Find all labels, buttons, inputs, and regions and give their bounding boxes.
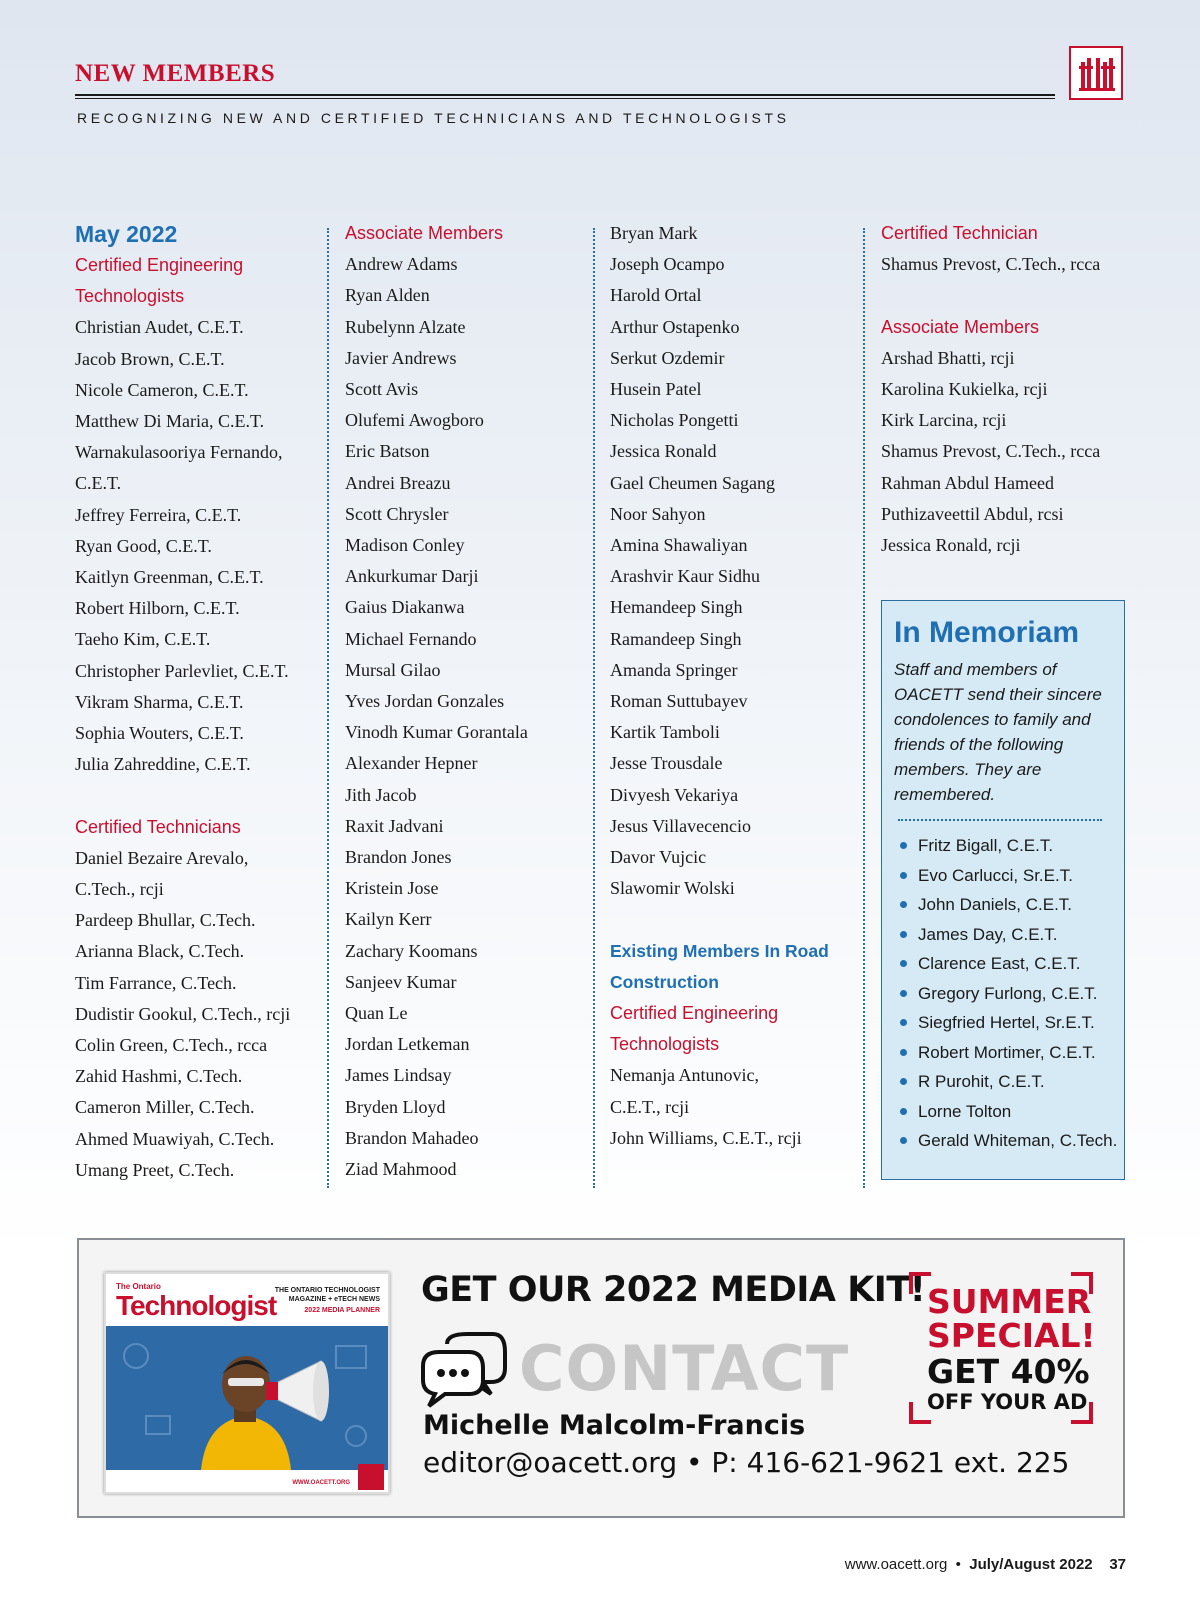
section-title: NEW MEMBERS <box>75 60 276 87</box>
member-name: Nicole Cameron, C.E.T. <box>75 379 249 400</box>
column-2 <box>345 218 585 1185</box>
page-number: 37 <box>1109 1556 1126 1573</box>
member-name: Ziad Mahmood <box>345 1159 457 1180</box>
media-planner-cover <box>104 1272 390 1494</box>
member-name: Cameron Miller, C.Tech. <box>75 1097 255 1118</box>
memoriam-item <box>900 1008 1112 1038</box>
member-name: Rubelynn Alzate <box>345 316 466 337</box>
cet-heading-line2: Technologists <box>75 286 185 307</box>
member-name: Jesse Trousdale <box>610 753 723 774</box>
member-name: Javier Andrews <box>345 347 457 368</box>
road-construction-heading: Existing Members In Road <box>610 940 829 961</box>
member-name: Jordan Letkeman <box>345 1034 470 1055</box>
memoriam-name: James Day, C.E.T. <box>918 924 1058 944</box>
member-name: Roman Suttubayev <box>610 691 748 712</box>
bullet-icon <box>900 1019 907 1026</box>
memoriam-list <box>894 831 1118 1156</box>
member-name: Ryan Alden <box>345 285 430 306</box>
cover-small-text: The Ontario <box>116 1282 161 1291</box>
contact-label: CONTACT <box>519 1332 850 1405</box>
member-name: Divyesh Vekariya <box>610 784 739 805</box>
member-name: John Williams, C.E.T., rcji <box>610 1127 802 1148</box>
column-divider <box>863 228 865 1188</box>
road-construction-heading-line2: Construction <box>610 971 719 992</box>
page-footer <box>845 1556 1126 1573</box>
memoriam-item <box>900 890 1112 920</box>
member-name: C.E.T., rcji <box>610 1096 690 1117</box>
member-name: Dudistir Gookul, C.Tech., rcji <box>75 1003 291 1024</box>
member-name: Ramandeep Singh <box>610 628 742 649</box>
member-name: Karolina Kukielka, rcji <box>881 379 1048 399</box>
member-name: Kailyn Kerr <box>345 909 432 930</box>
memoriam-item <box>900 979 1112 1009</box>
member-name: Ahmed Muawiyah, C.Tech. <box>75 1128 275 1149</box>
member-name: C.Tech., rcji <box>75 879 164 900</box>
member-name: Amanda Springer <box>610 659 738 680</box>
member-name: Jacob Brown, C.E.T. <box>75 348 225 369</box>
member-name: Brandon Jones <box>345 847 452 868</box>
member-name: Gael Cheumen Sagang <box>610 472 775 493</box>
member-name: Shamus Prevost, C.Tech., rcca <box>881 254 1101 275</box>
member-name: Davor Vujcic <box>610 847 707 868</box>
member-name: Scott Chrysler <box>345 503 449 524</box>
cet-list <box>75 312 325 780</box>
memoriam-item <box>900 1126 1118 1156</box>
member-name: Arshad Bhatti, rcji <box>881 347 1015 368</box>
member-name: Warnakulasooriya Fernando, <box>75 442 283 463</box>
bullet-icon <box>900 842 907 849</box>
member-name: Yves Jordan Gonzales <box>345 691 505 712</box>
member-name: Sophia Wouters, C.E.T. <box>75 723 244 744</box>
ct-list <box>75 843 325 1186</box>
month-heading: May 2022 <box>75 221 178 247</box>
member-name: Kristein Jose <box>345 878 439 899</box>
associate-list-continued <box>610 218 850 904</box>
in-memoriam-box <box>881 600 1125 1180</box>
associate-list <box>345 249 585 1185</box>
bullet-icon <box>900 872 907 879</box>
promo-summer: SUMMER <box>927 1282 1092 1321</box>
bullet-icon <box>900 1108 907 1115</box>
member-name: Vikram Sharma, C.E.T. <box>75 691 244 712</box>
cet-heading: Certified Engineering <box>75 255 244 275</box>
cet-heading-line2: Technologists <box>610 1034 720 1055</box>
member-name: Michael Fernando <box>345 628 477 649</box>
member-name: Kirk Larcina, rcji <box>881 410 1007 431</box>
member-name: Noor Sahyon <box>610 503 706 524</box>
member-name: Ankurkumar Darji <box>345 566 479 587</box>
member-name: Jessica Ronald <box>610 441 717 462</box>
road-cet-list <box>610 1060 850 1154</box>
memoriam-name: Siegfried Hertel, Sr.E.T. <box>918 1013 1095 1032</box>
cover-magazine-title: THE ONTARIO TECHNOLOGIST MAGAZINE + eTECH NEWS <box>274 1287 380 1303</box>
member-name: Zachary Koomans <box>345 940 478 961</box>
member-name: Andrew Adams <box>345 254 458 275</box>
bullet-icon <box>900 901 907 908</box>
member-name: Alexander Hepner <box>345 753 478 774</box>
memoriam-name: Lorne Tolton <box>918 1101 1012 1121</box>
member-name: Raxit Jadvani <box>345 815 444 836</box>
bullet-icon <box>900 960 907 967</box>
promo-special: SPECIAL! <box>927 1316 1096 1355</box>
member-name: Mursal Gilao <box>345 659 441 680</box>
member-name: Gaius Diakanwa <box>345 597 465 618</box>
bullet-icon <box>900 931 907 938</box>
cover-planner-label: 2022 MEDIA PLANNER <box>304 1307 380 1314</box>
media-kit-ad <box>77 1238 1125 1518</box>
member-name: Christian Audet, C.E.T. <box>75 317 244 338</box>
member-name: Daniel Bezaire Arevalo, <box>75 847 249 868</box>
cover-url: WWW.OACETT.ORG <box>292 1480 350 1486</box>
column-1 <box>75 218 325 1186</box>
member-name: Joseph Ocampo <box>610 254 725 275</box>
member-name: Quan Le <box>345 1003 408 1024</box>
member-name: Harold Ortal <box>610 285 702 306</box>
footer-url[interactable]: www.oacett.org <box>844 1556 948 1573</box>
promo-discount: GET 40% <box>927 1352 1090 1391</box>
memoriam-item <box>900 949 1112 979</box>
memoriam-item <box>900 861 1112 891</box>
column-3 <box>610 218 850 1154</box>
member-name: Tim Farrance, C.Tech. <box>75 972 237 993</box>
member-name: Hemandeep Singh <box>610 597 743 618</box>
cover-oacett-badge <box>358 1464 384 1490</box>
member-name: James Lindsay <box>345 1065 452 1086</box>
bullet-icon <box>900 1137 907 1144</box>
bullet-icon <box>900 1078 907 1085</box>
memoriam-name: Fritz Bigall, C.E.T. <box>918 836 1054 855</box>
member-name: Jesus Villavecencio <box>610 815 752 836</box>
memoriam-item <box>900 1038 1112 1068</box>
associate-heading: Associate Members <box>345 223 504 243</box>
member-name: Husein Patel <box>610 379 702 400</box>
member-name: Arianna Black, C.Tech. <box>75 941 245 962</box>
member-name: Serkut Ozdemir <box>610 347 725 368</box>
memoriam-name: R Purohit, C.E.T. <box>918 1072 1045 1091</box>
bullet-icon <box>900 990 907 997</box>
memoriam-item <box>900 1067 1112 1097</box>
memoriam-name: Evo Carlucci, Sr.E.T. <box>918 865 1073 885</box>
footer-issue: July/August 2022 <box>969 1556 1093 1573</box>
member-name: Kartik Tamboli <box>610 722 720 743</box>
memoriam-item <box>900 1097 1112 1127</box>
speech-bubbles-icon <box>417 1332 507 1408</box>
cover-brand: Technologist <box>116 1290 277 1321</box>
member-name: Andrei Breazu <box>345 472 451 493</box>
contact-details[interactable]: editor@oacett.org • P: 416-621-9621 ext. 225 <box>423 1446 1070 1479</box>
member-name: Bryan Mark <box>610 223 698 243</box>
member-name: Scott Avis <box>345 379 419 400</box>
contact-name: Michelle Malcolm-Francis <box>423 1410 806 1441</box>
memoriam-item <box>900 831 1112 861</box>
member-name: Jessica Ronald, rcji <box>881 535 1021 556</box>
memoriam-divider <box>898 819 1102 821</box>
summer-special-promo <box>909 1272 1096 1424</box>
promo-off-ad: OFF YOUR AD <box>927 1390 1088 1414</box>
member-name: Rahman Abdul Hameed <box>881 472 1054 493</box>
member-name: Ryan Good, C.E.T. <box>75 535 212 556</box>
member-name: Colin Green, C.Tech., rcca <box>75 1035 268 1056</box>
header-rule <box>75 94 1055 96</box>
memoriam-name: John Daniels, C.E.T. <box>918 895 1073 914</box>
cet-heading: Certified Engineering <box>610 1003 779 1024</box>
memoriam-name: Clarence East, C.E.T. <box>918 954 1081 973</box>
road-associate-list <box>881 343 1131 561</box>
memoriam-text: Staff and members of OACETT send their sincere condolences to family and friends of the following members. They are remembered. <box>894 660 1102 804</box>
member-name: Olufemi Awogboro <box>345 410 484 431</box>
section-subtitle: RECOGNIZING NEW AND CERTIFIED TECHNICIANS AND TECHNOLOGISTS <box>77 110 790 126</box>
member-name: C.E.T. <box>75 473 122 494</box>
column-4 <box>881 218 1131 561</box>
megaphone-person-illustration <box>106 1326 388 1470</box>
member-name: Eric Batson <box>345 441 430 462</box>
member-name: Umang Preet, C.Tech. <box>75 1159 235 1180</box>
header-rule-thin <box>75 98 1055 99</box>
member-name: Taeho Kim, C.E.T. <box>75 629 211 650</box>
member-name: Pardeep Bhullar, C.Tech. <box>75 910 256 931</box>
member-name: Nicholas Pongetti <box>610 410 739 431</box>
member-name: Zahid Hashmi, C.Tech. <box>75 1066 243 1087</box>
memoriam-title: In Memoriam <box>894 616 1080 649</box>
memoriam-name: Robert Mortimer, C.E.T. <box>918 1042 1096 1062</box>
member-name: Jeffrey Ferreira, C.E.T. <box>75 504 242 525</box>
member-name: Kaitlyn Greenman, C.E.T. <box>75 567 264 588</box>
ct-heading: Certified Technician <box>881 223 1038 243</box>
member-name: Madison Conley <box>345 535 465 556</box>
member-name: Jith Jacob <box>345 784 417 805</box>
member-name: Amina Shawaliyan <box>610 535 748 556</box>
road-ct-list <box>881 249 1131 280</box>
member-name: Sanjeev Kumar <box>345 971 457 992</box>
member-name: Arashvir Kaur Sidhu <box>610 566 760 587</box>
member-name: Nemanja Antunovic, <box>610 1065 759 1086</box>
member-name: Shamus Prevost, C.Tech., rcca <box>881 441 1101 462</box>
bullet-icon <box>900 1049 907 1056</box>
member-name: Christopher Parlevliet, C.E.T. <box>75 660 289 681</box>
member-name: Julia Zahreddine, C.E.T. <box>75 754 251 775</box>
memoriam-name: Gerald Whiteman, C.Tech. <box>918 1131 1118 1150</box>
ct-heading: Certified Technicians <box>75 816 241 837</box>
associate-heading: Associate Members <box>881 316 1040 337</box>
column-divider <box>593 228 595 1188</box>
member-name: Matthew Di Maria, C.E.T. <box>75 411 265 432</box>
member-name: Robert Hilborn, C.E.T. <box>75 598 240 619</box>
member-name: Arthur Ostapenko <box>610 316 740 337</box>
footer-separator: • <box>955 1556 961 1573</box>
memoriam-item <box>900 920 1112 950</box>
member-name: Puthizaveettil Abdul, rcsi <box>881 503 1064 524</box>
ad-headline: GET OUR 2022 MEDIA KIT! <box>421 1270 926 1310</box>
member-name: Vinodh Kumar Gorantala <box>345 722 528 743</box>
member-name: Slawomir Wolski <box>610 878 735 899</box>
column-divider <box>327 228 329 1188</box>
member-name: Brandon Mahadeo <box>345 1127 479 1148</box>
member-name: Bryden Lloyd <box>345 1096 446 1117</box>
oacett-logo-icon <box>1069 46 1123 100</box>
memoriam-name: Gregory Furlong, C.E.T. <box>918 983 1098 1003</box>
